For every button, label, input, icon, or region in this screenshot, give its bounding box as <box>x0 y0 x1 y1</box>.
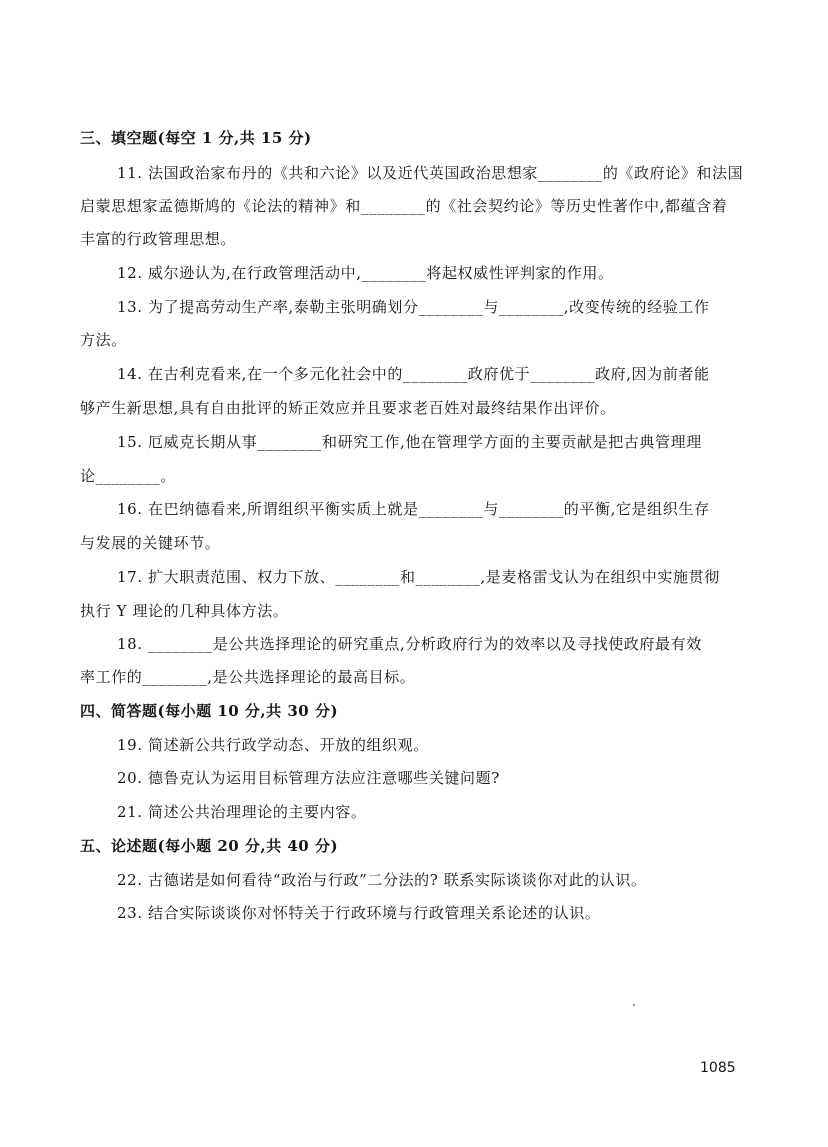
scan-speck <box>633 1004 635 1006</box>
question-13-line-1: 13. 为了提高劳动生产率,泰勒主张明确划分________与________,改变传统的经验工作 <box>117 298 710 316</box>
question-18-line-1: 18. ________是公共选择理论的研究重点,分析政府行为的效率以及寻找使政府最有效 <box>117 635 702 653</box>
section-heading-fill-blank: 三、填空题(每空 1 分,共 15 分) <box>80 129 312 147</box>
question-12: 12. 威尔逊认为,在行政管理活动中,________将起权威性评判家的作用。 <box>117 264 614 282</box>
question-15-line-1: 15. 厄威克长期从事________和研究工作,他在管理学方面的主要贡献是把古典管理理 <box>117 433 702 451</box>
question-13-line-2: 方法。 <box>80 331 127 349</box>
question-18-line-2: 率工作的________,是公共选择理论的最高目标。 <box>80 668 416 686</box>
question-17-line-2: 执行 Y 理论的几种具体方法。 <box>80 602 289 620</box>
question-11-line-2: 启蒙思想家孟德斯鸠的《论法的精神》和________的《社会契约论》等历史性著作中,都蕴含着 <box>80 197 728 215</box>
question-14-line-2: 够产生新思想,具有自由批评的矫正效应并且要求老百姓对最终结果作出评价。 <box>80 399 616 417</box>
question-21: 21. 简述公共治理理论的主要内容。 <box>117 803 367 821</box>
question-19: 19. 简述新公共行政学动态、开放的组织观。 <box>117 736 429 754</box>
question-16-line-2: 与发展的关键环节。 <box>80 534 221 552</box>
section-heading-essay: 五、论述题(每小题 20 分,共 40 分) <box>80 837 339 855</box>
page-number: 1085 <box>700 1060 736 1076</box>
question-14-line-1: 14. 在古利克看来,在一个多元化社会中的________政府优于________政府,因为前者能 <box>117 365 710 383</box>
question-11-line-1: 11. 法国政治家布丹的《共和六论》以及近代英国政治思想家________的《政府论》和法国 <box>117 164 744 182</box>
question-20: 20. 德鲁克认为运用目标管理方法应注意哪些关键问题? <box>117 769 500 787</box>
question-23: 23. 结合实际谈谈你对怀特关于行政环境与行政管理关系论述的认识。 <box>117 904 601 922</box>
question-22: 22. 古德诺是如何看待“政治与行政”二分法的? 联系实际谈谈你对此的认识。 <box>117 871 647 889</box>
question-11-line-3: 丰富的行政管理思想。 <box>80 230 237 248</box>
section-heading-short-answer: 四、简答题(每小题 10 分,共 30 分) <box>80 702 339 720</box>
question-17-line-1: 17. 扩大职责范围、权力下放、________和________,是麦格雷戈认为在组织中实施贯彻 <box>117 568 720 586</box>
question-15-line-2: 论________。 <box>80 467 177 485</box>
question-16-line-1: 16. 在巴纳德看来,所谓组织平衡实质上就是________与________的平衡,它是组织生存 <box>117 500 710 518</box>
